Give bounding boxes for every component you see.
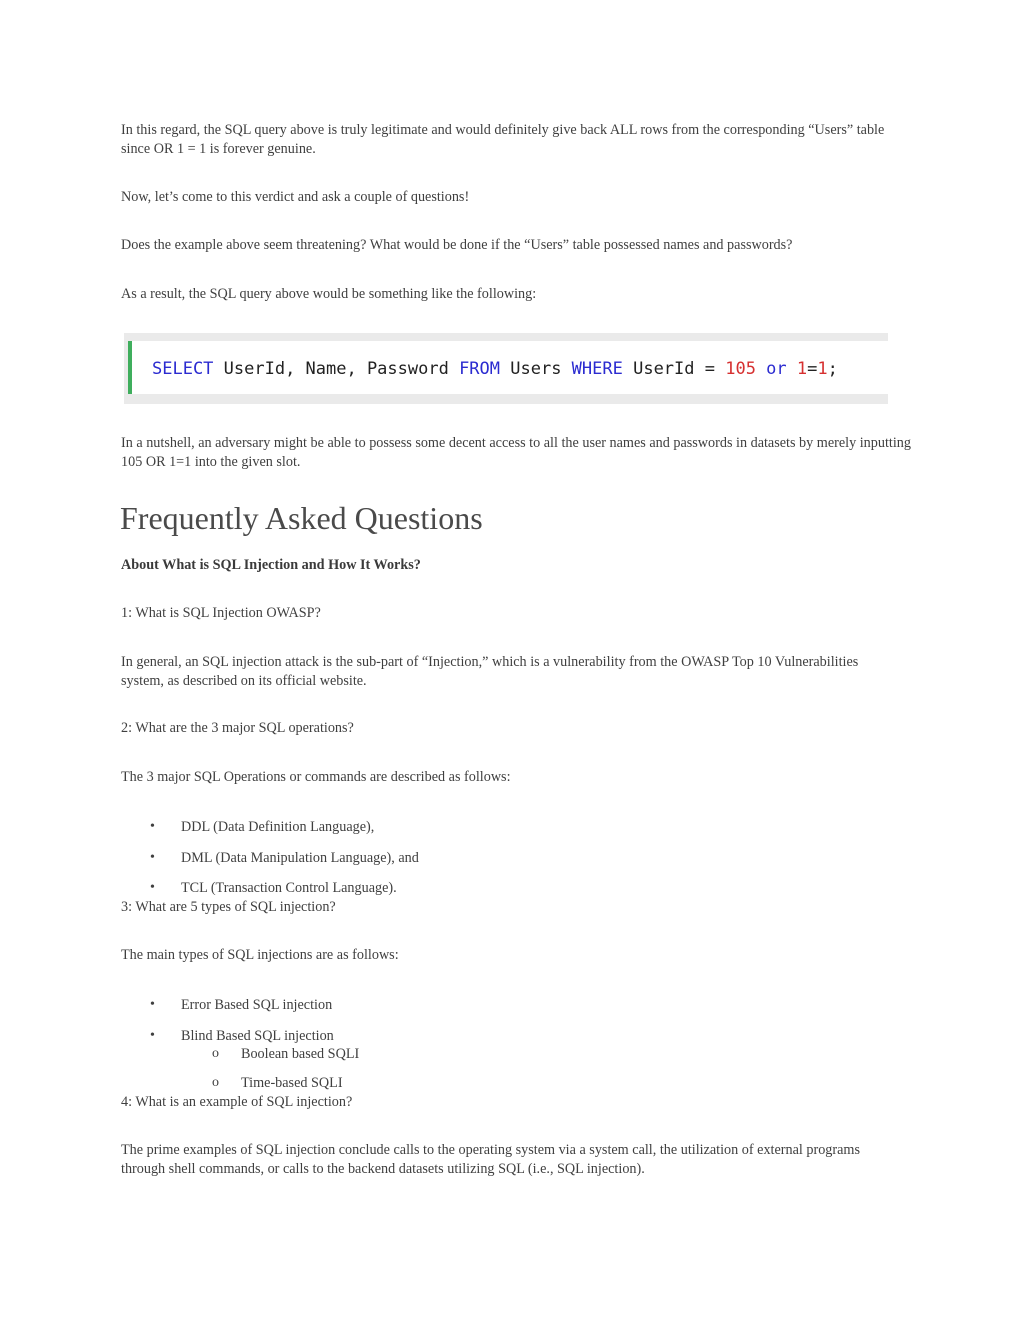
list-item-blind-based: Blind Based SQL injection — [181, 1028, 334, 1044]
faq-question-2: 2: What are the 3 major SQL operations? — [121, 720, 354, 736]
list-item-ddl: DDL (Data Definition Language), — [181, 819, 375, 835]
code-columns: UserId, Name, Password — [213, 359, 460, 379]
paragraph-threatening: Does the example above seem threatening? What would be done if the “Users” table possessed names and passwords? — [121, 237, 793, 253]
bullet-icon: • — [150, 997, 155, 1012]
faq-answer-1: In general, an SQL injection attack is the sub-part of “Injection,” which is a vulnerability from the OWASP Top 10 Vulnerabilities system, as described on its official website. — [121, 654, 859, 689]
list-item-error-based: Error Based SQL injection — [181, 997, 333, 1013]
sub-list-item-time-based: Time-based SQLI — [241, 1075, 343, 1091]
sub-list-item-boolean: Boolean based SQLI — [241, 1046, 360, 1062]
paragraph-result: As a result, the SQL query above would be something like the following: — [121, 286, 537, 302]
faq-question-3: 3: What are 5 types of SQL injection? — [121, 899, 336, 915]
faq-question-1: 1: What is SQL Injection OWASP? — [121, 605, 321, 621]
code-table: Users — [500, 359, 572, 379]
code-keyword-select: SELECT — [152, 359, 214, 379]
code-keyword-where: WHERE — [571, 359, 623, 379]
code-number-105: 105 — [725, 359, 756, 379]
code-keyword-from: FROM — [459, 359, 501, 379]
faq-subheading: About What is SQL Injection and How It Works? — [121, 557, 421, 573]
sub-bullet-icon: o — [212, 1046, 219, 1061]
code-number-one-b: 1 — [817, 359, 828, 379]
code-equals: = — [807, 359, 818, 379]
faq-answer-2: The 3 major SQL Operations or commands are described as follows: — [121, 769, 511, 785]
bullet-icon: • — [150, 850, 155, 865]
code-keyword-or: or — [755, 359, 797, 379]
code-number-one-a: 1 — [796, 359, 808, 379]
faq-heading: Frequently Asked Questions — [120, 500, 483, 536]
paragraph-verdict: Now, let’s come to this verdict and ask a couple of questions! — [121, 189, 470, 205]
sql-code-line — [152, 357, 838, 381]
sub-bullet-icon: o — [212, 1075, 219, 1090]
bullet-icon: • — [150, 819, 155, 834]
code-condition: UserId = — [622, 359, 726, 379]
paragraph-query-legitimate: In this regard, the SQL query above is truly legitimate and would definitely give back ALL rows from the corresponding “Users” table since OR 1 = 1 is forever genuine. — [121, 122, 885, 157]
paragraph-nutshell: In a nutshell, an adversary might be able to possess some decent access to all the user names and passwords in datasets by merely inputting 105 OR 1=1 into the given slot. — [121, 435, 911, 470]
bullet-icon: • — [150, 880, 155, 895]
list-item-dml: DML (Data Manipulation Language), and — [181, 850, 419, 866]
bullet-icon: • — [150, 1028, 155, 1043]
faq-answer-4: The prime examples of SQL injection conclude calls to the operating system via a system call, the utilization of external programs through shell commands, or calls to the backend datasets utilizing SQL (i.e., SQL injection). — [121, 1142, 860, 1177]
faq-answer-3: The main types of SQL injections are as follows: — [121, 947, 399, 963]
code-semicolon: ; — [827, 359, 838, 379]
list-item-tcl: TCL (Transaction Control Language). — [181, 880, 397, 896]
faq-question-4: 4: What is an example of SQL injection? — [121, 1094, 353, 1110]
